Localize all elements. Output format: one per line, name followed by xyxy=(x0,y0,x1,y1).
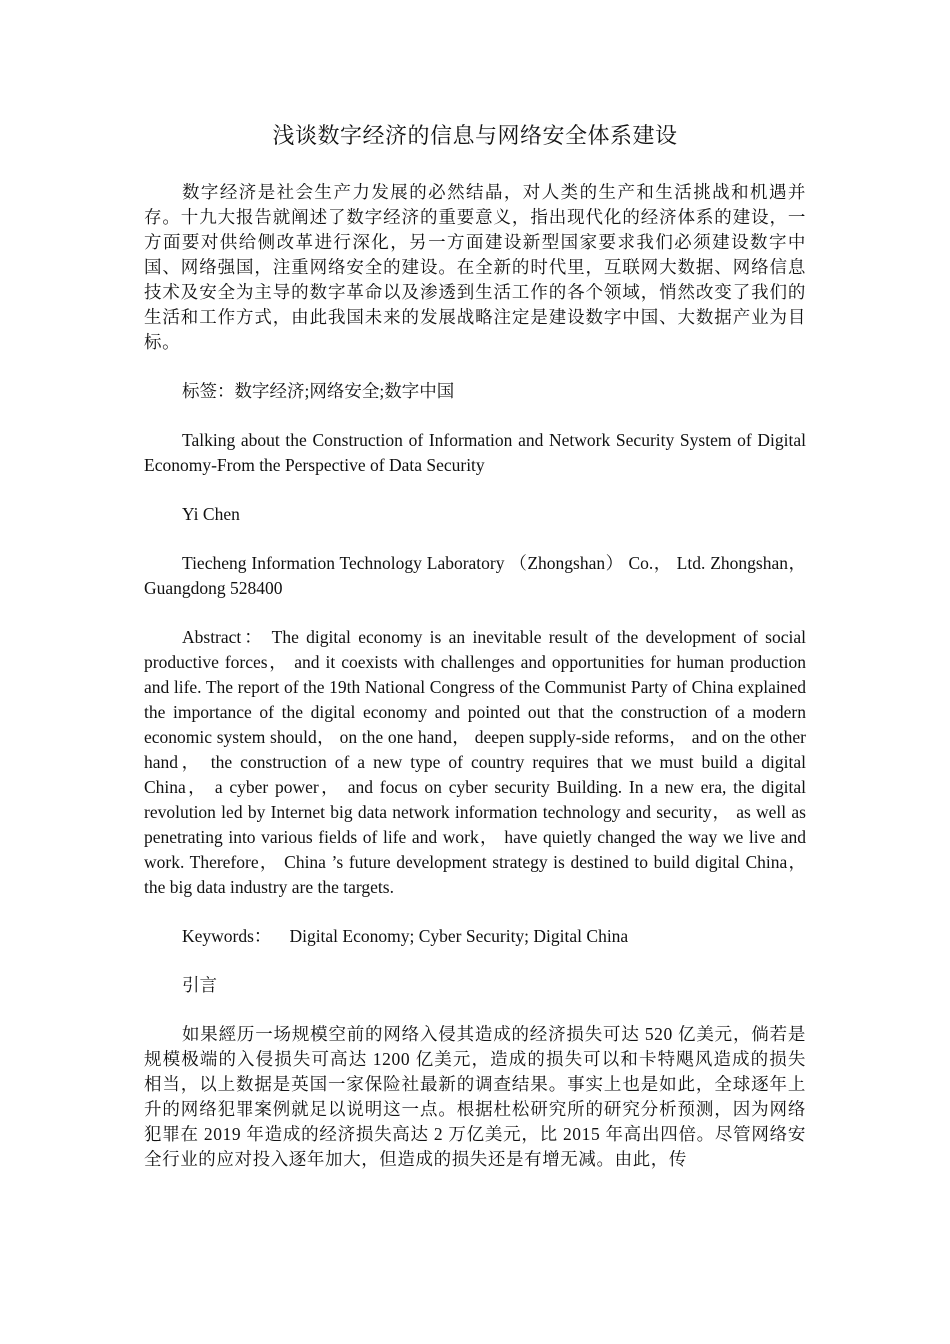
paper-title-en: Talking about the Construction of Information and Network Security System of Digital Economy-From the Perspective of Data Security xyxy=(144,430,806,475)
abstract-en: Abstract： The digital economy is an inevitable result of the development of social productive forces， and it coexists with challenges and opportunities for human production and life. The report of the 19th National Congress of the Communist Party of China explained the importance of the digital economy and pointed out that the construction of a modern economic system should， on the one hand， deepen supply-side reforms， and on the other hand， the construction of a new type of country requires that we must build a digital China， a cyber power， and focus on cyber security Building. In a new era, the digital revolution led by Internet big data network information technology and security， as well as penetrating into various fields of life and work， have quietly changed the way we live and work. Therefore， China ’s future development strategy is destined to build digital China， the big data industry are the targets. xyxy=(144,627,806,897)
tags-cn: 标签：数字经济;网络安全;数字中国 xyxy=(182,381,455,401)
keywords-label: Keywords： xyxy=(182,926,272,946)
author-name: Yi Chen xyxy=(182,504,240,524)
intro-paragraph: 如果經历一场规模空前的网络入侵其造成的经济损失可达 520 亿美元，倘若是规模极端的入侵损失可高达 1200 亿美元，造成的损失可以和卡特飓风造成的损失相当，以上数据是英国一家保险社最新的调查结果。事实上也是如此，全球逐年上升的网络犯罪案例就足以说明这一点。根据杜松研究所的研究分析预测，因为网络犯罪在 2019 年造成的经济损失高达 2 万亿美元，比 2015 年高出四倍。尽管网络安全行业的应对投入逐年加大，但造成的损失还是有增无减。由此，传 xyxy=(144,1024,806,1169)
paper-title-cn: 浅谈数字经济的信息与网络安全体系建设 xyxy=(272,123,678,148)
paper-page xyxy=(144,110,806,1196)
keywords-text: Digital Economy; Cyber Security; Digital China xyxy=(289,926,629,946)
keywords-line xyxy=(144,924,806,949)
abstract-cn: 数字经济是社会生产力发展的必然结晶，对人类的生产和生活挑战和机遇并存。十九大报告就阐述了数字经济的重要意义，指出现代化的经济体系的建设，一方面要对供给侧改革进行深化，另一方面建设新型国家要求我们必须建设数字中国、网络强国，注重网络安全的建设。在全新的时代里，互联网大数据、网络信息技术及安全为主导的数字革命以及渗透到生活工作的各个领域，悄然改变了我们的生活和工作方式，由此我国未来的发展战略注定是建设数字中国、大数据产业为目标。 xyxy=(144,182,806,352)
author-affiliation: Tiecheng Information Technology Laboratory （Zhongshan） Co.， Ltd. Zhongshan， Guangdong 528400 xyxy=(144,553,806,598)
section-heading-intro: 引言 xyxy=(182,975,217,995)
